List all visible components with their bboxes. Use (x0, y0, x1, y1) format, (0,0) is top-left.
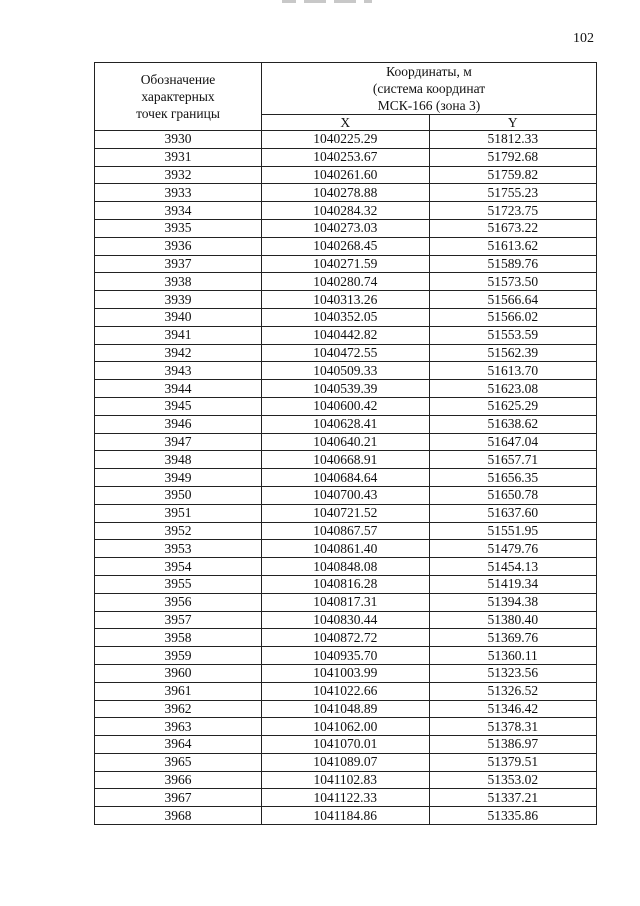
x-coordinate-cell: 1041070.01 (262, 736, 430, 754)
point-id-cell: 3938 (95, 273, 262, 291)
point-id-cell: 3955 (95, 575, 262, 593)
point-id-cell: 3947 (95, 433, 262, 451)
table-row (95, 753, 597, 771)
x-coordinate-cell: 1040509.33 (262, 362, 430, 380)
y-coordinate-cell: 51553.59 (429, 326, 597, 344)
table-row (95, 184, 597, 202)
y-coordinate-cell: 51647.04 (429, 433, 597, 451)
y-coordinate-cell: 51566.02 (429, 308, 597, 326)
point-id-cell: 3945 (95, 397, 262, 415)
x-coordinate-cell: 1040352.05 (262, 308, 430, 326)
x-coordinate-cell: 1040816.28 (262, 575, 430, 593)
table-row (95, 504, 597, 522)
y-coordinate-cell: 51335.86 (429, 807, 597, 825)
y-coordinate-cell: 51454.13 (429, 558, 597, 576)
table-row (95, 273, 597, 291)
point-id-cell: 3930 (95, 131, 262, 149)
x-coordinate-cell: 1040225.29 (262, 131, 430, 149)
point-id-cell: 3937 (95, 255, 262, 273)
point-id-cell: 3936 (95, 237, 262, 255)
y-coordinate-cell: 51625.29 (429, 397, 597, 415)
table-row (95, 166, 597, 184)
x-coordinate-cell: 1041022.66 (262, 682, 430, 700)
point-id-cell: 3965 (95, 753, 262, 771)
point-id-cell: 3944 (95, 380, 262, 398)
table-row (95, 291, 597, 309)
y-coordinate-cell: 51353.02 (429, 771, 597, 789)
table-row (95, 469, 597, 487)
y-coordinate-cell: 51638.62 (429, 415, 597, 433)
table-row (95, 647, 597, 665)
point-id-cell: 3933 (95, 184, 262, 202)
x-coordinate-cell: 1040472.55 (262, 344, 430, 362)
coord-header-line-3: МСК-166 (зона 3) (377, 98, 481, 113)
point-id-cell: 3932 (95, 166, 262, 184)
x-coordinate-cell: 1040600.42 (262, 397, 430, 415)
point-id-cell: 3961 (95, 682, 262, 700)
y-coordinate-cell: 51673.22 (429, 219, 597, 237)
y-coordinate-cell: 51566.64 (429, 291, 597, 309)
y-coordinate-cell: 51551.95 (429, 522, 597, 540)
x-coordinate-cell: 1040268.45 (262, 237, 430, 255)
x-coordinate-cell: 1040721.52 (262, 504, 430, 522)
y-coordinate-cell: 51337.21 (429, 789, 597, 807)
point-id-cell: 3959 (95, 647, 262, 665)
table-row (95, 202, 597, 220)
table-row (95, 380, 597, 398)
x-coordinate-cell: 1040867.57 (262, 522, 430, 540)
x-coordinate-cell: 1040539.39 (262, 380, 430, 398)
y-coordinate-cell: 51479.76 (429, 540, 597, 558)
point-id-cell: 3948 (95, 451, 262, 469)
y-coordinate-cell: 51637.60 (429, 504, 597, 522)
x-coordinate-cell: 1040872.72 (262, 629, 430, 647)
y-coordinate-cell: 51623.08 (429, 380, 597, 398)
y-coordinate-cell: 51656.35 (429, 469, 597, 487)
page-number: 102 (573, 31, 594, 46)
x-coordinate-cell: 1040442.82 (262, 326, 430, 344)
table-row (95, 682, 597, 700)
table-row (95, 397, 597, 415)
y-coordinate-cell: 51326.52 (429, 682, 597, 700)
x-coordinate-cell: 1040848.08 (262, 558, 430, 576)
point-id-cell: 3954 (95, 558, 262, 576)
point-id-cell: 3946 (95, 415, 262, 433)
table-row (95, 326, 597, 344)
point-id-cell: 3941 (95, 326, 262, 344)
x-coordinate-cell: 1040253.67 (262, 148, 430, 166)
table-row (95, 344, 597, 362)
y-coordinate-cell: 51589.76 (429, 255, 597, 273)
point-id-cell: 3967 (95, 789, 262, 807)
table-row (95, 807, 597, 825)
point-id-cell: 3931 (95, 148, 262, 166)
x-coordinate-cell: 1040273.03 (262, 219, 430, 237)
x-coordinate-cell: 1040284.32 (262, 202, 430, 220)
x-coordinate-cell: 1040817.31 (262, 593, 430, 611)
point-id-cell: 3940 (95, 308, 262, 326)
table-row (95, 219, 597, 237)
y-coordinate-cell: 51380.40 (429, 611, 597, 629)
x-coordinate-cell: 1041122.33 (262, 789, 430, 807)
point-id-cell: 3968 (95, 807, 262, 825)
table-row (95, 718, 597, 736)
table-row (95, 611, 597, 629)
point-id-cell: 3949 (95, 469, 262, 487)
y-coordinate-cell: 51369.76 (429, 629, 597, 647)
table-row (95, 451, 597, 469)
table-body (95, 131, 597, 825)
coordinates-table (94, 62, 597, 825)
table-row (95, 629, 597, 647)
table-row (95, 540, 597, 558)
table-row (95, 700, 597, 718)
y-coordinate-cell: 51613.70 (429, 362, 597, 380)
point-header-line-2: характерных (141, 89, 215, 104)
point-id-cell: 3934 (95, 202, 262, 220)
y-coordinate-cell: 51394.38 (429, 593, 597, 611)
x-coordinate-cell: 1040684.64 (262, 469, 430, 487)
x-coordinate-cell: 1040278.88 (262, 184, 430, 202)
x-coordinate-cell: 1041102.83 (262, 771, 430, 789)
point-id-cell: 3950 (95, 486, 262, 504)
x-coordinate-cell: 1040668.91 (262, 451, 430, 469)
x-coordinate-cell: 1041062.00 (262, 718, 430, 736)
table-row (95, 771, 597, 789)
y-coordinate-cell: 51562.39 (429, 344, 597, 362)
y-coordinate-cell: 51759.82 (429, 166, 597, 184)
point-id-cell: 3956 (95, 593, 262, 611)
y-coordinate-cell: 51812.33 (429, 131, 597, 149)
point-id-cell: 3966 (95, 771, 262, 789)
x-coordinate-cell: 1040628.41 (262, 415, 430, 433)
table-row (95, 575, 597, 593)
y-coordinate-cell: 51419.34 (429, 575, 597, 593)
x-coordinate-cell: 1040271.59 (262, 255, 430, 273)
x-coordinate-cell: 1040935.70 (262, 647, 430, 665)
x-column-header: X (262, 115, 430, 131)
table-row (95, 433, 597, 451)
point-id-cell: 3962 (95, 700, 262, 718)
table-row (95, 736, 597, 754)
y-coordinate-cell: 51723.75 (429, 202, 597, 220)
point-designation-header (95, 63, 262, 131)
coord-header-line-2: (система координат (372, 81, 486, 96)
x-coordinate-cell: 1040280.74 (262, 273, 430, 291)
y-coordinate-cell: 51346.42 (429, 700, 597, 718)
x-coordinate-cell: 1041048.89 (262, 700, 430, 718)
point-id-cell: 3935 (95, 219, 262, 237)
x-coordinate-cell: 1040313.26 (262, 291, 430, 309)
scan-artifact-marks (282, 0, 372, 6)
point-id-cell: 3958 (95, 629, 262, 647)
y-coordinate-cell: 51386.97 (429, 736, 597, 754)
table-row (95, 148, 597, 166)
y-coordinate-cell: 51657.71 (429, 451, 597, 469)
coord-header-line-1: Координаты, м (386, 64, 472, 79)
table-row (95, 237, 597, 255)
table-row (95, 362, 597, 380)
point-id-cell: 3963 (95, 718, 262, 736)
table-header (95, 63, 597, 131)
y-coordinate-cell: 51379.51 (429, 753, 597, 771)
table-row (95, 593, 597, 611)
table-row (95, 558, 597, 576)
x-coordinate-cell: 1040261.60 (262, 166, 430, 184)
y-coordinate-cell: 51323.56 (429, 664, 597, 682)
point-id-cell: 3943 (95, 362, 262, 380)
table-row (95, 789, 597, 807)
point-id-cell: 3960 (95, 664, 262, 682)
y-coordinate-cell: 51378.31 (429, 718, 597, 736)
x-coordinate-cell: 1040700.43 (262, 486, 430, 504)
x-coordinate-cell: 1040830.44 (262, 611, 430, 629)
table-row (95, 131, 597, 149)
point-id-cell: 3952 (95, 522, 262, 540)
point-id-cell: 3939 (95, 291, 262, 309)
point-header-line-3: точек границы (136, 106, 220, 121)
table-row (95, 415, 597, 433)
x-coordinate-cell: 1041003.99 (262, 664, 430, 682)
table-row (95, 308, 597, 326)
point-id-cell: 3953 (95, 540, 262, 558)
y-coordinate-cell: 51613.62 (429, 237, 597, 255)
y-coordinate-cell: 51360.11 (429, 647, 597, 665)
x-coordinate-cell: 1041184.86 (262, 807, 430, 825)
table-row (95, 664, 597, 682)
y-coordinate-cell: 51755.23 (429, 184, 597, 202)
y-coordinate-cell: 51792.68 (429, 148, 597, 166)
x-coordinate-cell: 1040861.40 (262, 540, 430, 558)
x-coordinate-cell: 1041089.07 (262, 753, 430, 771)
x-coordinate-cell: 1040640.21 (262, 433, 430, 451)
point-id-cell: 3942 (95, 344, 262, 362)
point-id-cell: 3957 (95, 611, 262, 629)
table-row (95, 486, 597, 504)
y-coordinate-cell: 51573.50 (429, 273, 597, 291)
point-id-cell: 3951 (95, 504, 262, 522)
point-header-line-1: Обозначение (140, 72, 216, 87)
y-coordinate-cell: 51650.78 (429, 486, 597, 504)
table-row (95, 255, 597, 273)
y-column-header: Y (429, 115, 597, 131)
coordinates-header (262, 63, 597, 115)
point-id-cell: 3964 (95, 736, 262, 754)
table-row (95, 522, 597, 540)
